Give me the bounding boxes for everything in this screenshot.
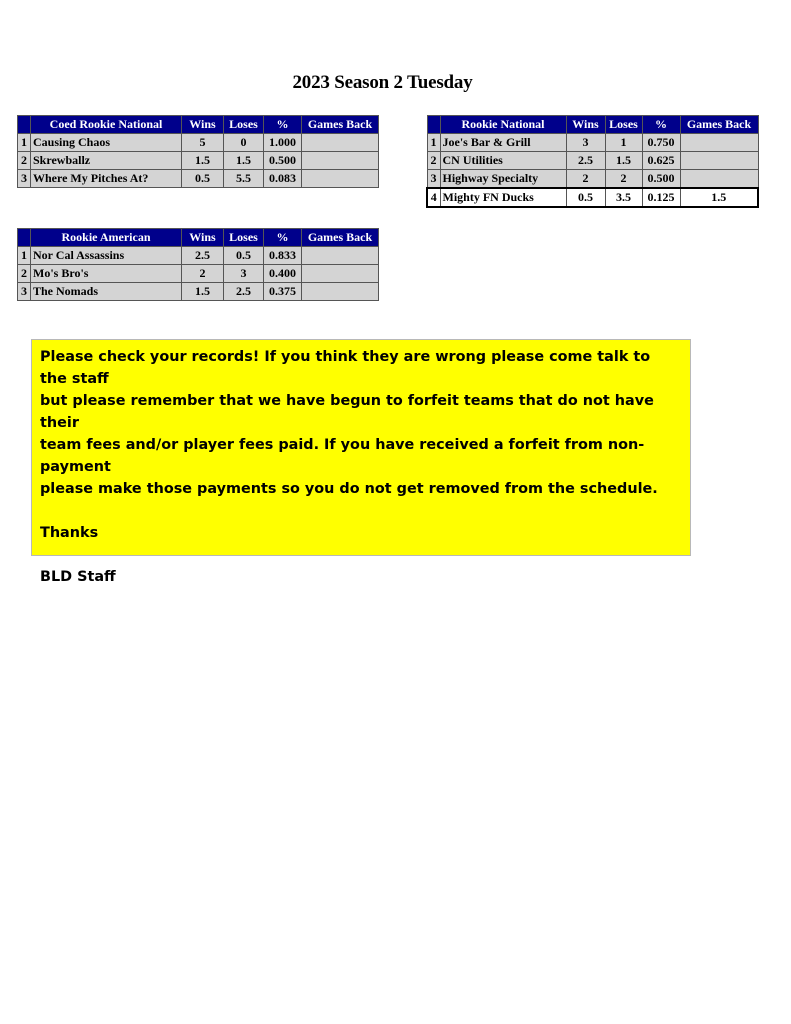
wins-cell: 3 (566, 134, 605, 152)
loses-header: Loses (224, 229, 264, 247)
table-row (18, 170, 379, 188)
rank-cell: 3 (18, 170, 31, 188)
games-back-cell (680, 152, 758, 170)
notice-line: but please remember that we have begun to forfeit teams that do not have their (40, 393, 654, 431)
loses-cell: 2 (605, 170, 642, 189)
rank-header (18, 229, 31, 247)
loses-cell: 5.5 (224, 170, 264, 188)
games-back-cell (302, 265, 379, 283)
games-back-cell (302, 134, 379, 152)
wins-header: Wins (566, 116, 605, 134)
table-header-row (18, 116, 379, 134)
pct-cell: 1.000 (264, 134, 302, 152)
team-cell: The Nomads (31, 283, 182, 301)
table-row (18, 152, 379, 170)
games-back-header: Games Back (302, 229, 379, 247)
notice-thanks: Thanks (40, 525, 99, 541)
wins-cell: 0.5 (182, 170, 224, 188)
standings-table-coed-rookie-national (17, 115, 379, 188)
games-back-cell (302, 152, 379, 170)
team-cell: Joe's Bar & Grill (440, 134, 566, 152)
team-cell: Causing Chaos (31, 134, 182, 152)
pct-header: % (264, 229, 302, 247)
table-row (427, 152, 758, 170)
rank-header (427, 116, 440, 134)
games-back-header: Games Back (680, 116, 758, 134)
rank-cell: 2 (18, 265, 31, 283)
loses-cell: 1.5 (224, 152, 264, 170)
pct-cell: 0.833 (264, 247, 302, 265)
table-row (427, 170, 758, 189)
spacer (40, 500, 682, 522)
rank-cell: 3 (427, 170, 440, 189)
team-cell: Highway Specialty (440, 170, 566, 189)
team-cell: Mo's Bro's (31, 265, 182, 283)
games-back-cell (302, 283, 379, 301)
wins-header: Wins (182, 116, 224, 134)
rank-cell: 1 (18, 134, 31, 152)
table-header-row (18, 229, 379, 247)
wins-cell: 1.5 (182, 283, 224, 301)
wins-cell: 0.5 (566, 188, 605, 207)
page-title: 2023 Season 2 Tuesday (292, 72, 473, 93)
wins-cell: 1.5 (182, 152, 224, 170)
table-row (18, 134, 379, 152)
spacer (40, 544, 682, 566)
standings-table-rookie-national (426, 115, 759, 208)
notice-signature: BLD Staff (40, 569, 116, 585)
team-cell: Nor Cal Assassins (31, 247, 182, 265)
pct-cell: 0.750 (642, 134, 680, 152)
pct-cell: 0.500 (264, 152, 302, 170)
wins-cell: 2.5 (182, 247, 224, 265)
loses-cell: 0 (224, 134, 264, 152)
team-cell: Skrewballz (31, 152, 182, 170)
team-cell: CN Utilities (440, 152, 566, 170)
rank-header (18, 116, 31, 134)
loses-cell: 2.5 (224, 283, 264, 301)
table-header-row (427, 116, 758, 134)
table-row-highlighted (427, 188, 758, 207)
rank-cell: 2 (427, 152, 440, 170)
loses-cell: 3 (224, 265, 264, 283)
pct-header: % (264, 116, 302, 134)
table-row (18, 283, 379, 301)
wins-cell: 5 (182, 134, 224, 152)
division-header: Rookie National (440, 116, 566, 134)
wins-header: Wins (182, 229, 224, 247)
wins-cell: 2 (182, 265, 224, 283)
table-row (18, 247, 379, 265)
games-back-cell (680, 170, 758, 189)
wins-cell: 2.5 (566, 152, 605, 170)
games-back-cell (680, 134, 758, 152)
division-header: Coed Rookie National (31, 116, 182, 134)
notice-line: Please check your records! If you think they are wrong please come talk to the staff (40, 349, 651, 387)
games-back-header: Games Back (302, 116, 379, 134)
loses-cell: 0.5 (224, 247, 264, 265)
rank-cell: 4 (427, 188, 440, 207)
games-back-cell (302, 170, 379, 188)
division-header: Rookie American (31, 229, 182, 247)
pct-cell: 0.400 (264, 265, 302, 283)
table-row (427, 134, 758, 152)
rank-cell: 1 (18, 247, 31, 265)
loses-cell: 1 (605, 134, 642, 152)
standings-table-rookie-american (17, 228, 379, 301)
notice-line: please make those payments so you do not get removed from the schedule. (40, 481, 658, 497)
games-back-cell (302, 247, 379, 265)
loses-header: Loses (605, 116, 642, 134)
notice-line: team fees and/or player fees paid. If you have received a forfeit from non-payment (40, 437, 645, 475)
rank-cell: 2 (18, 152, 31, 170)
games-back-cell: 1.5 (680, 188, 758, 207)
wins-cell: 2 (566, 170, 605, 189)
team-cell: Mighty FN Ducks (440, 188, 566, 207)
loses-cell: 3.5 (605, 188, 642, 207)
pct-header: % (642, 116, 680, 134)
notice-box (31, 339, 691, 585)
loses-cell: 1.5 (605, 152, 642, 170)
pct-cell: 0.125 (642, 188, 680, 207)
rank-cell: 3 (18, 283, 31, 301)
pct-cell: 0.375 (264, 283, 302, 301)
pct-cell: 0.500 (642, 170, 680, 189)
team-cell: Where My Pitches At? (31, 170, 182, 188)
rank-cell: 1 (427, 134, 440, 152)
table-row (18, 265, 379, 283)
loses-header: Loses (224, 116, 264, 134)
pct-cell: 0.625 (642, 152, 680, 170)
pct-cell: 0.083 (264, 170, 302, 188)
